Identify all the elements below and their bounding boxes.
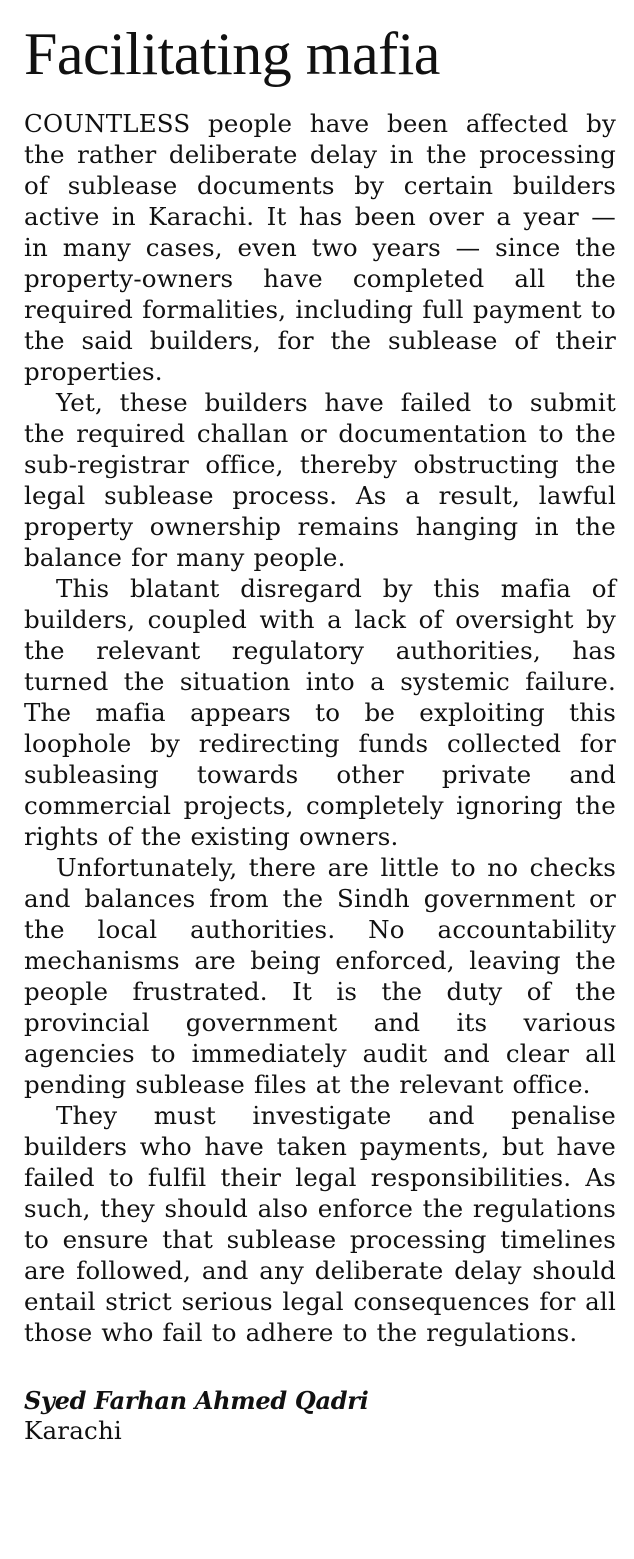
paragraph-3: This blatant disregard by this mafia of builders, coupled with a lack of oversight by the relevant regulatory authorities, has turned the situation into a systemic failure. The mafia appears to be exploiting this loophole by redirecting funds collected for subleasing towards other private and commercial projects, completely ignoring the rights of the existing owners. <box>24 574 616 851</box>
signature-block <box>24 1386 616 1446</box>
paragraph-2: Yet, these builders have failed to submit the required challan or documentation to the sub-registrar office, thereby obstructing the legal sublease process. As a result, lawful property ownership remains hanging in the balance for many people. <box>24 388 616 572</box>
paragraph-4: Unfortunately, there are little to no checks and balances from the Sindh government or the local authorities. No accountability mechanisms are being enforced, leaving the people frustrated. It is the duty of the provincial government and its various agencies to immediately audit and clear all pending sublease files at the relevant office. <box>24 853 616 1099</box>
letter-article <box>24 22 616 1446</box>
author-name: Syed Farhan Ahmed Qadri <box>24 1386 369 1415</box>
article-headline: Facilitating mafia <box>24 21 440 87</box>
author-location: Karachi <box>24 1416 122 1445</box>
paragraph-1: COUNTLESS people have been affected by the rather deliberate delay in the processing of sublease documents by certain builders active in Karachi. It has been over a year — in many cases, even two years — since the property-owners have completed all the required formalities, including full payment to the said builders, for the sublease of their properties. <box>24 109 616 386</box>
paragraph-5: They must investigate and penalise builders who have taken payments, but have failed to fulfil their legal responsibilities. As such, they should also enforce the regulations to ensure that sublease processing timelines are followed, and any deliberate delay should entail strict serious legal consequences for all those who fail to adhere to the regulations. <box>24 1101 616 1347</box>
